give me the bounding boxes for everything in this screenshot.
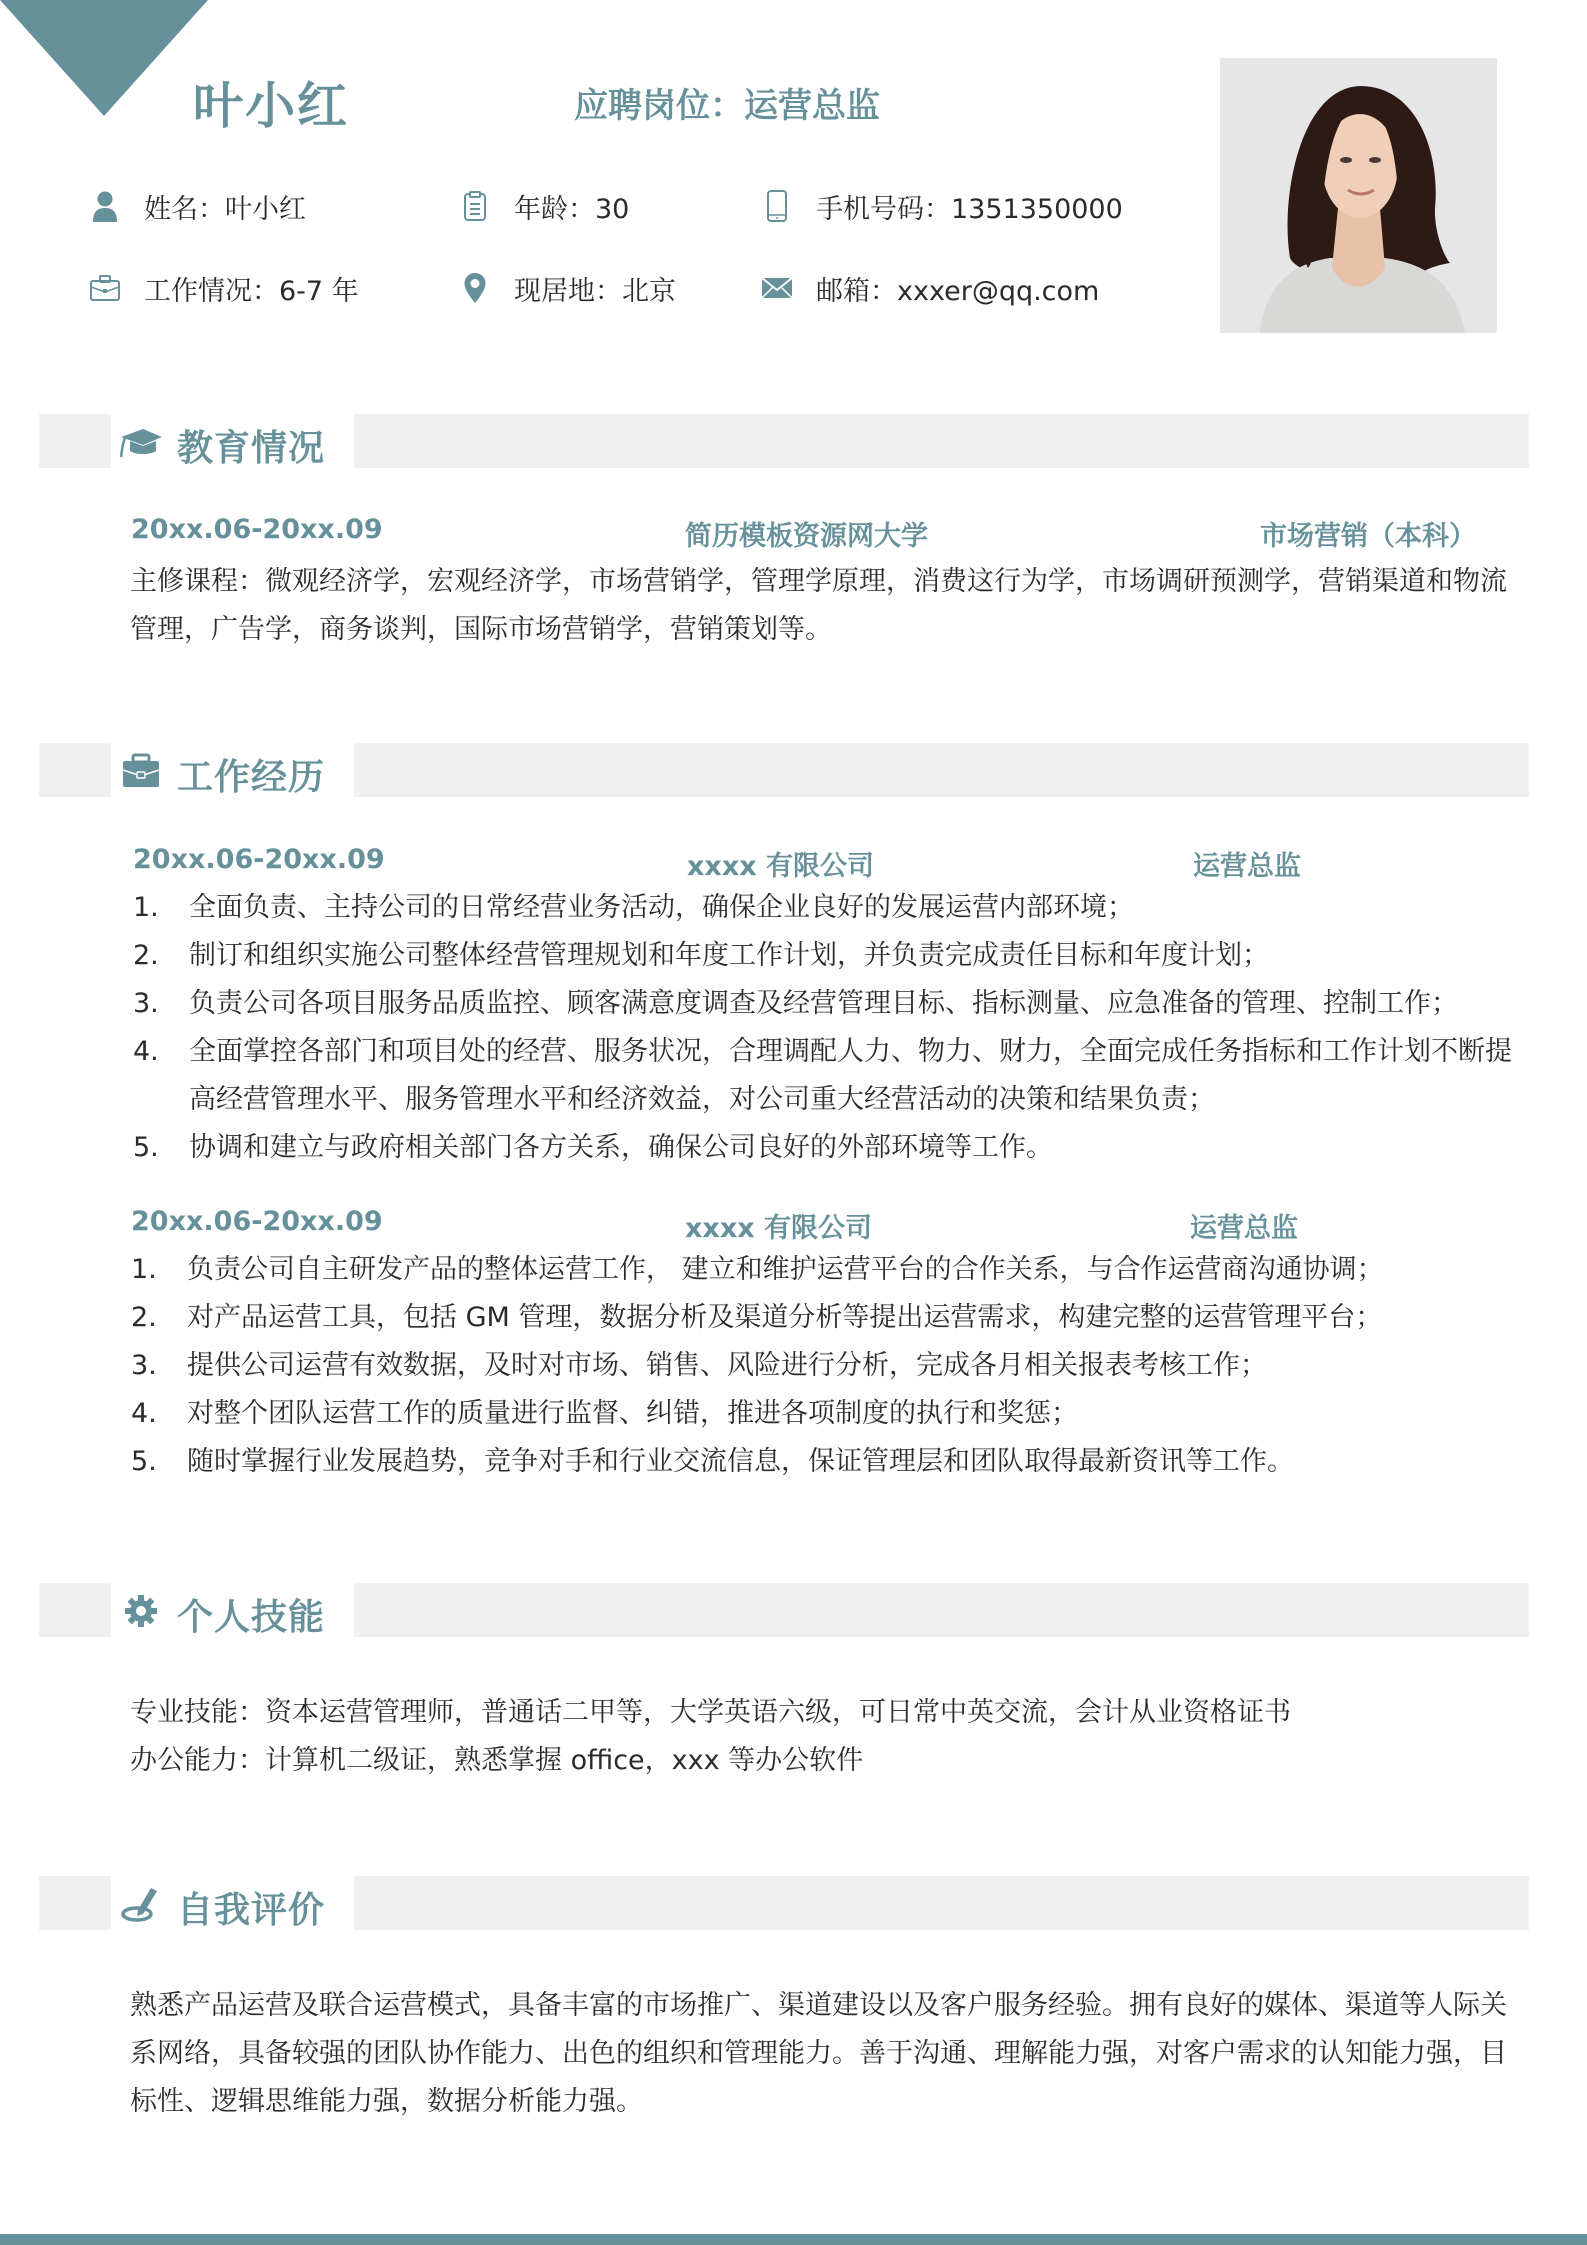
duty-text: 制订和组织实施公司整体经营管理规划和年度工作计划，并负责完成责任目标和年度计划；	[189, 940, 1269, 971]
education-major: 市场营销（本科）	[1260, 521, 1476, 552]
info-phone	[760, 186, 1123, 226]
list-number: 1.	[133, 892, 159, 923]
duty-text: 提供公司运营有效数据，及时对市场、销售、风险进行分析，完成各月相关报表考核工作；	[187, 1350, 1267, 1381]
person-icon	[88, 189, 122, 223]
applied-position-heading	[574, 78, 880, 127]
section-bar-right	[354, 1583, 1529, 1637]
list-item	[133, 980, 1513, 1028]
corner-triangle-decoration	[0, 0, 208, 116]
info-age	[458, 186, 629, 226]
info-experience	[88, 268, 359, 308]
section-header-self-evaluation	[39, 1876, 1529, 1930]
list-item	[131, 1294, 1511, 1342]
section-title-work: 工作经历	[177, 757, 326, 798]
section-header-education	[39, 414, 1529, 468]
job-1-company: xxxx 有限公司	[687, 851, 875, 882]
section-title-self-evaluation: 自我评价	[177, 1890, 326, 1931]
list-number: 4.	[131, 1398, 157, 1429]
list-number: 1.	[131, 1254, 157, 1285]
job-2-period: 20xx.06-20xx.09	[131, 1206, 383, 1237]
duty-text: 全面掌控各部门和项目处的经营、服务状况，合理调配人力、物力、财力，全面完成任务指标和工作计划不断提高经营管理水平、服务管理水平和经济效益，对公司重大经营活动的决策和结果负责；	[189, 1036, 1512, 1115]
job-2-duties	[131, 1246, 1511, 1486]
list-item	[133, 1124, 1513, 1172]
section-bar-left	[39, 1876, 111, 1930]
job-1-duties	[133, 884, 1513, 1172]
section-bar-right	[354, 1876, 1529, 1930]
section-bar-left	[39, 414, 111, 468]
info-phone-text: 手机号码：1351350000	[816, 193, 1123, 225]
clipboard-icon	[458, 189, 492, 223]
envelope-icon	[760, 271, 794, 305]
position-value: 运营总监	[744, 86, 880, 126]
briefcase-icon	[88, 271, 122, 305]
info-experience-text: 工作情况：6-7 年	[144, 275, 359, 307]
info-age-text: 年龄：30	[514, 193, 630, 225]
skills-professional: 专业技能：资本运营管理师，普通话二甲等，大学英语六级，可日常中英交流，会计从业资格证书	[130, 1697, 1291, 1728]
section-bar-left	[39, 743, 111, 797]
list-item	[131, 1342, 1511, 1390]
list-item	[133, 1028, 1513, 1124]
list-item	[133, 884, 1513, 932]
list-item	[131, 1390, 1511, 1438]
job-1-period: 20xx.06-20xx.09	[133, 844, 385, 875]
section-title-skills: 个人技能	[177, 1597, 326, 1638]
briefcase-icon	[119, 751, 163, 791]
info-location-text: 现居地：北京	[514, 275, 676, 307]
section-bar-right	[354, 414, 1529, 468]
list-number: 5.	[133, 1132, 159, 1163]
info-name-text: 姓名：叶小红	[144, 193, 306, 225]
duty-text: 协调和建立与政府相关部门各方关系，确保公司良好的外部环境等工作。	[189, 1132, 1053, 1163]
info-location	[458, 268, 676, 308]
section-title-education: 教育情况	[177, 428, 326, 469]
list-item	[131, 1246, 1511, 1294]
education-period: 20xx.06-20xx.09	[131, 514, 383, 545]
position-label: 应聘岗位：	[574, 86, 744, 126]
list-item	[131, 1438, 1511, 1486]
info-name	[88, 186, 306, 226]
skills-office: 办公能力：计算机二级证，熟悉掌握 office，xxx 等办公软件	[130, 1745, 864, 1776]
list-number: 4.	[133, 1036, 159, 1067]
section-header-skills	[39, 1583, 1529, 1637]
footer-bar-decoration	[0, 2234, 1587, 2245]
info-email	[760, 268, 1099, 308]
education-school: 简历模板资源网大学	[685, 521, 928, 552]
duty-text: 全面负责、主持公司的日常经营业务活动，确保企业良好的发展运营内部环境；	[189, 892, 1134, 923]
info-email-text: 邮箱：xxxer@qq.com	[816, 275, 1100, 307]
duty-text: 对整个团队运营工作的质量进行监督、纠错，推进各项制度的执行和奖惩；	[187, 1398, 1078, 1429]
mobile-phone-icon	[760, 189, 794, 223]
job-1-role: 运营总监	[1193, 851, 1301, 882]
duty-text: 负责公司各项目服务品质监控、顾客满意度调查及经营管理目标、指标测量、应急准备的管理、控制工作；	[189, 988, 1458, 1019]
section-bar-left	[39, 1583, 111, 1637]
duty-text: 负责公司自主研发产品的整体运营工作， 建立和维护运营平台的合作关系，与合作运营商沟通协调；	[187, 1254, 1384, 1285]
self-evaluation-text: 熟悉产品运营及联合运营模式，具备丰富的市场推广、渠道建设以及客户服务经验。拥有良好的媒体、渠道等人际关系网络，具备较强的团队协作能力、出色的组织和管理能力。善于沟通、理解能力强，对客户需求的认知能力强，目标性、逻辑思维能力强，数据分析能力强。	[130, 1990, 1507, 2117]
list-item	[133, 932, 1513, 980]
gear-icon	[119, 1591, 163, 1631]
section-header-work	[39, 743, 1529, 797]
job-2-company: xxxx 有限公司	[685, 1213, 873, 1244]
candidate-name-heading: 叶小红	[193, 77, 349, 135]
job-2-role: 运营总监	[1190, 1213, 1298, 1244]
education-courses: 主修课程：微观经济学，宏观经济学，市场营销学，管理学原理，消费这行为学，市场调研预测学，营销渠道和物流管理，广告学，商务谈判，国际市场营销学，营销策划等。	[130, 566, 1507, 645]
graduation-cap-icon	[119, 422, 163, 462]
profile-photo	[1220, 58, 1497, 333]
list-number: 3.	[133, 988, 159, 1019]
pen-signature-icon	[119, 1884, 163, 1924]
map-pin-icon	[458, 271, 492, 305]
list-number: 2.	[131, 1302, 157, 1333]
duty-text: 随时掌握行业发展趋势，竞争对手和行业交流信息，保证管理层和团队取得最新资讯等工作。	[187, 1446, 1294, 1477]
section-bar-right	[354, 743, 1529, 797]
list-number: 2.	[133, 940, 159, 971]
list-number: 3.	[131, 1350, 157, 1381]
duty-text: 对产品运营工具，包括 GM 管理，数据分析及渠道分析等提出运营需求，构建完整的运营管理平台；	[187, 1302, 1383, 1333]
list-number: 5.	[131, 1446, 157, 1477]
